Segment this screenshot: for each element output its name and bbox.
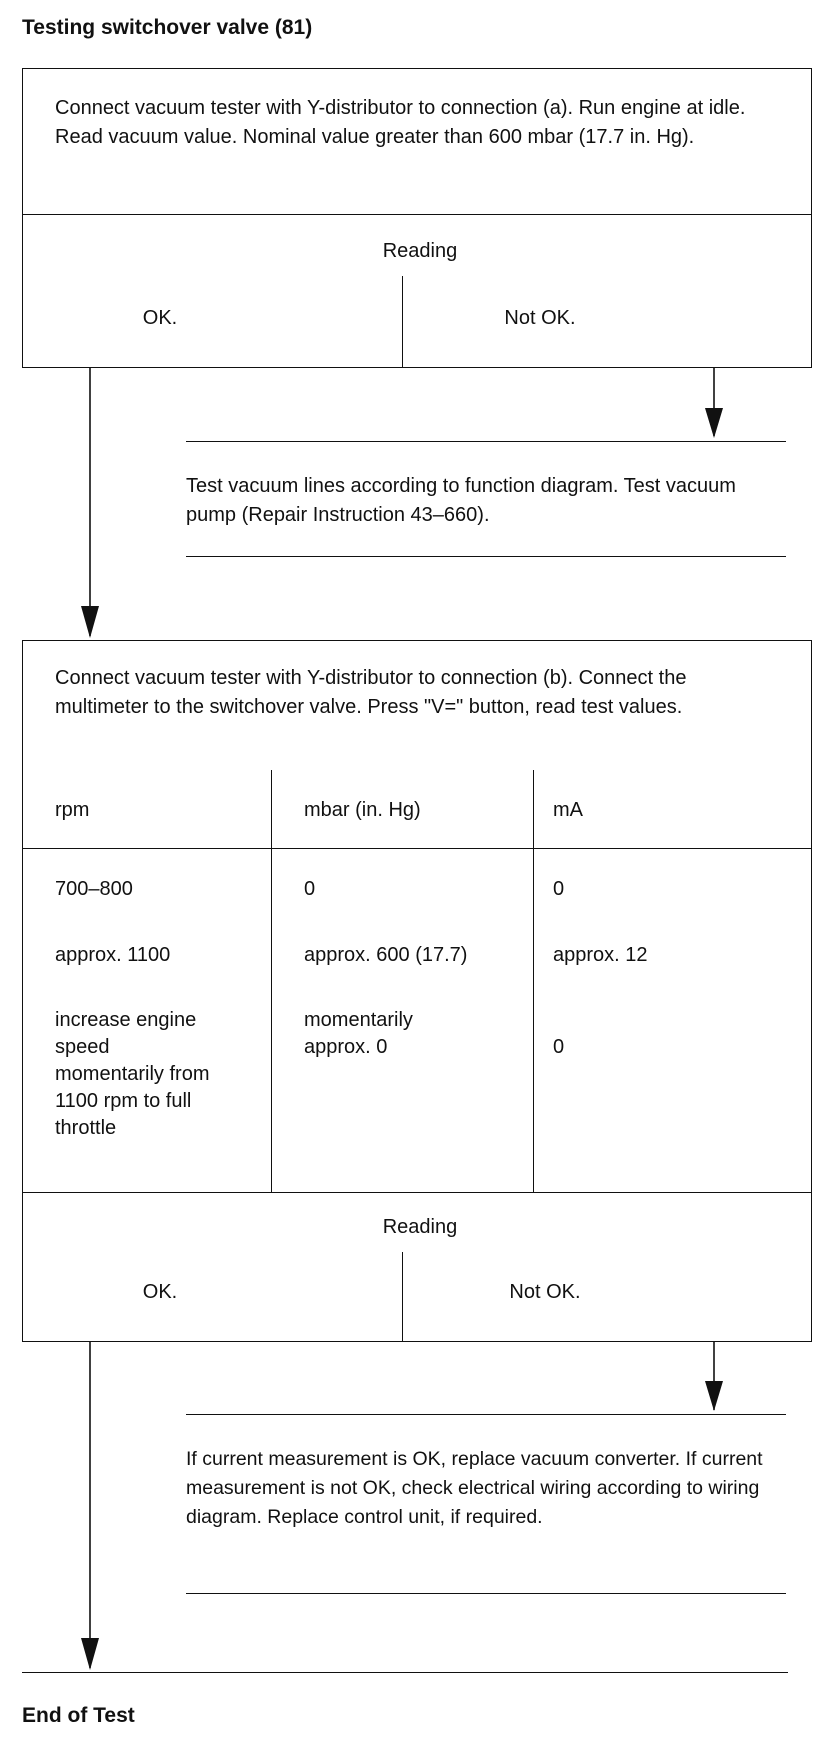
- table-row3-mbar: momentarily approx. 0: [304, 1009, 413, 1058]
- table-row1-rpm: 700–800: [55, 878, 133, 900]
- step1-not-ok-label: Not OK.: [504, 307, 576, 329]
- step1-divider: [22, 214, 812, 215]
- table-row1-ma: 0: [553, 878, 565, 900]
- step2-split-line: [402, 1252, 403, 1342]
- table-header-ma: mA: [553, 799, 583, 821]
- arrow-ok-1-head: [81, 606, 99, 638]
- table-row3-rpm: increase engine speed momentarily from 1100 rpm to full throttle: [55, 1009, 210, 1139]
- step1-split-line: [402, 276, 403, 368]
- step2-ok-label: OK.: [142, 1281, 178, 1303]
- table-col-divider-1: [271, 770, 272, 1192]
- table-header-mbar: mbar (in. Hg): [304, 799, 421, 821]
- not-ok-action1-text: Test vacuum lines according to function diagram. Test vacuum pump (Repair Instruction 43–660).: [186, 475, 736, 526]
- step2-reading-label: Reading: [382, 1216, 458, 1238]
- action2-bottom-rule: [186, 1593, 786, 1594]
- table-col-divider-2: [533, 770, 534, 1192]
- table-row2-mbar: approx. 600 (17.7): [304, 944, 468, 966]
- step2-instruction: Connect vacuum tester with Y-distributor to connection (b). Connect the multimeter to the switchover valve. Press "V=" button, read test values.: [55, 667, 687, 718]
- step2-not-ok-label: Not OK.: [509, 1281, 581, 1303]
- step1-instruction: Connect vacuum tester with Y-distributor to connection (a). Run engine at idle. Read vacuum value. Nominal value greater than 600 mbar (17.7 in. Hg).: [55, 97, 746, 148]
- table-row2-ma: approx. 12: [553, 944, 648, 966]
- action2-top-rule: [186, 1414, 786, 1415]
- table-header-rule: [22, 848, 812, 849]
- step1-ok-label: OK.: [142, 307, 178, 329]
- table-row1-mbar: 0: [304, 878, 316, 900]
- page-title: Testing switchover valve (81): [22, 16, 313, 39]
- end-of-test-label: End of Test: [22, 1704, 135, 1727]
- action1-top-rule: [186, 441, 786, 442]
- step1-reading-label: Reading: [382, 240, 458, 262]
- table-bottom-rule: [22, 1192, 812, 1193]
- end-rule: [22, 1672, 788, 1673]
- table-header-rpm: rpm: [55, 799, 90, 821]
- arrow-not-ok-1-head: [705, 408, 723, 438]
- table-row2-rpm: approx. 1100: [55, 944, 171, 966]
- action1-bottom-rule: [186, 556, 786, 557]
- arrow-ok-2-head: [81, 1638, 99, 1670]
- table-row3-ma: 0: [553, 1036, 565, 1058]
- not-ok-action2-text: If current measurement is OK, replace vacuum converter. If current measurement is not OK, check electrical wiring according to wiring diagram. Replace control unit, if required.: [186, 1448, 763, 1528]
- arrow-not-ok-2-head: [705, 1381, 723, 1411]
